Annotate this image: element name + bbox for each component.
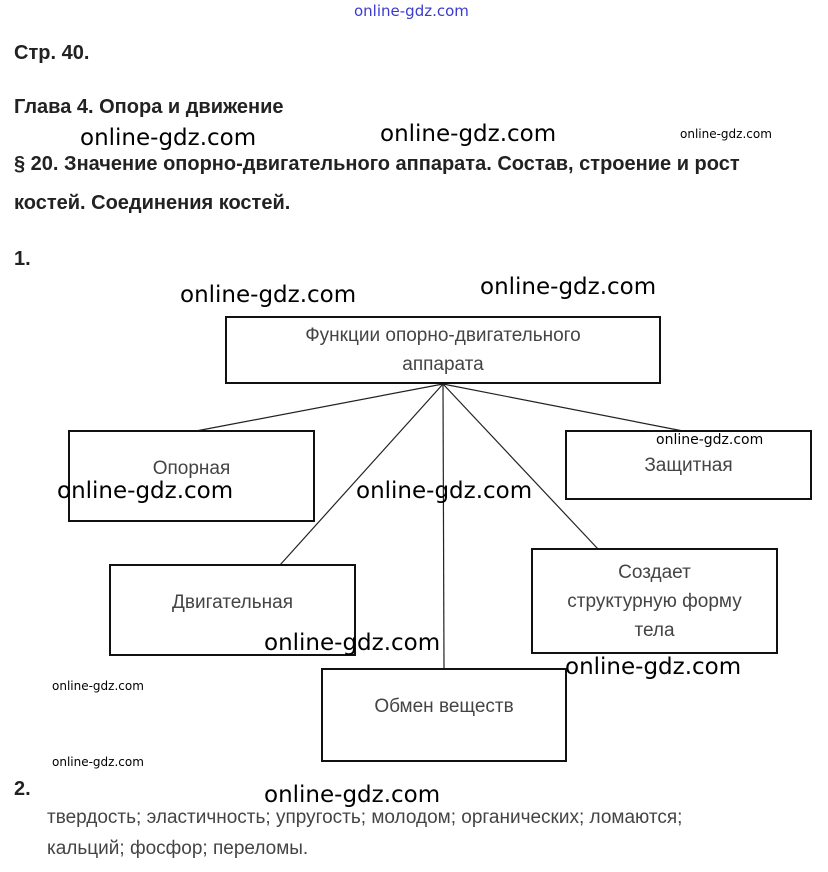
watermark-2: online-gdz.com bbox=[380, 121, 557, 147]
root-label-line2: аппарата bbox=[402, 354, 484, 375]
watermark-4: online-gdz.com bbox=[180, 282, 357, 308]
watermark-top: online-gdz.com bbox=[354, 2, 469, 20]
task1-number: 1. bbox=[14, 248, 31, 270]
node-motor-label: Двигательная bbox=[172, 592, 293, 613]
watermark-11: online-gdz.com bbox=[52, 679, 144, 693]
node-metabolism-label: Обмен веществ bbox=[374, 696, 514, 717]
node-shape-box bbox=[531, 548, 778, 654]
connector-protective bbox=[443, 384, 683, 431]
watermark-8: online-gdz.com bbox=[356, 478, 533, 504]
node-support-box bbox=[68, 430, 315, 522]
page-label: Стр. 40. bbox=[14, 42, 90, 64]
watermark-9: online-gdz.com bbox=[264, 630, 441, 656]
watermark-1: online-gdz.com bbox=[80, 125, 257, 151]
node-shape-line3: тела bbox=[634, 619, 675, 641]
watermark-10: online-gdz.com bbox=[565, 654, 742, 680]
node-shape-line2: структурную форму bbox=[567, 590, 742, 612]
node-shape-line1: Создает bbox=[618, 561, 691, 583]
node-support-label: Опорная bbox=[152, 458, 231, 479]
node-metabolism-box bbox=[321, 668, 567, 762]
connector-support bbox=[196, 384, 443, 431]
watermark-13: online-gdz.com bbox=[264, 782, 441, 808]
task2-answer-line2: кальций; фосфор; переломы. bbox=[47, 838, 309, 859]
watermark-12: online-gdz.com bbox=[52, 755, 144, 769]
task2-answer-line1: твердость; эластичность; упругость; молодом; органических; ломаются; bbox=[47, 807, 683, 828]
watermark-3: online-gdz.com bbox=[680, 127, 772, 141]
watermark-5: online-gdz.com bbox=[480, 274, 657, 300]
diagram-root-box bbox=[225, 316, 661, 384]
root-label-line1: Функции опорно-двигательного bbox=[305, 325, 581, 346]
connector-metabolism bbox=[443, 384, 444, 669]
node-protective-label: Защитная bbox=[644, 454, 733, 476]
watermark-7: online-gdz.com bbox=[57, 478, 234, 504]
watermark-6: online-gdz.com bbox=[656, 432, 764, 448]
section-title-line1: § 20. Значение опорно-двигательного аппарата. Состав, строение и рост bbox=[14, 153, 740, 175]
task2-number: 2. bbox=[14, 778, 31, 800]
chapter-title: Глава 4. Опора и движение bbox=[14, 96, 284, 118]
section-title-line2: костей. Соединения костей. bbox=[14, 192, 291, 214]
